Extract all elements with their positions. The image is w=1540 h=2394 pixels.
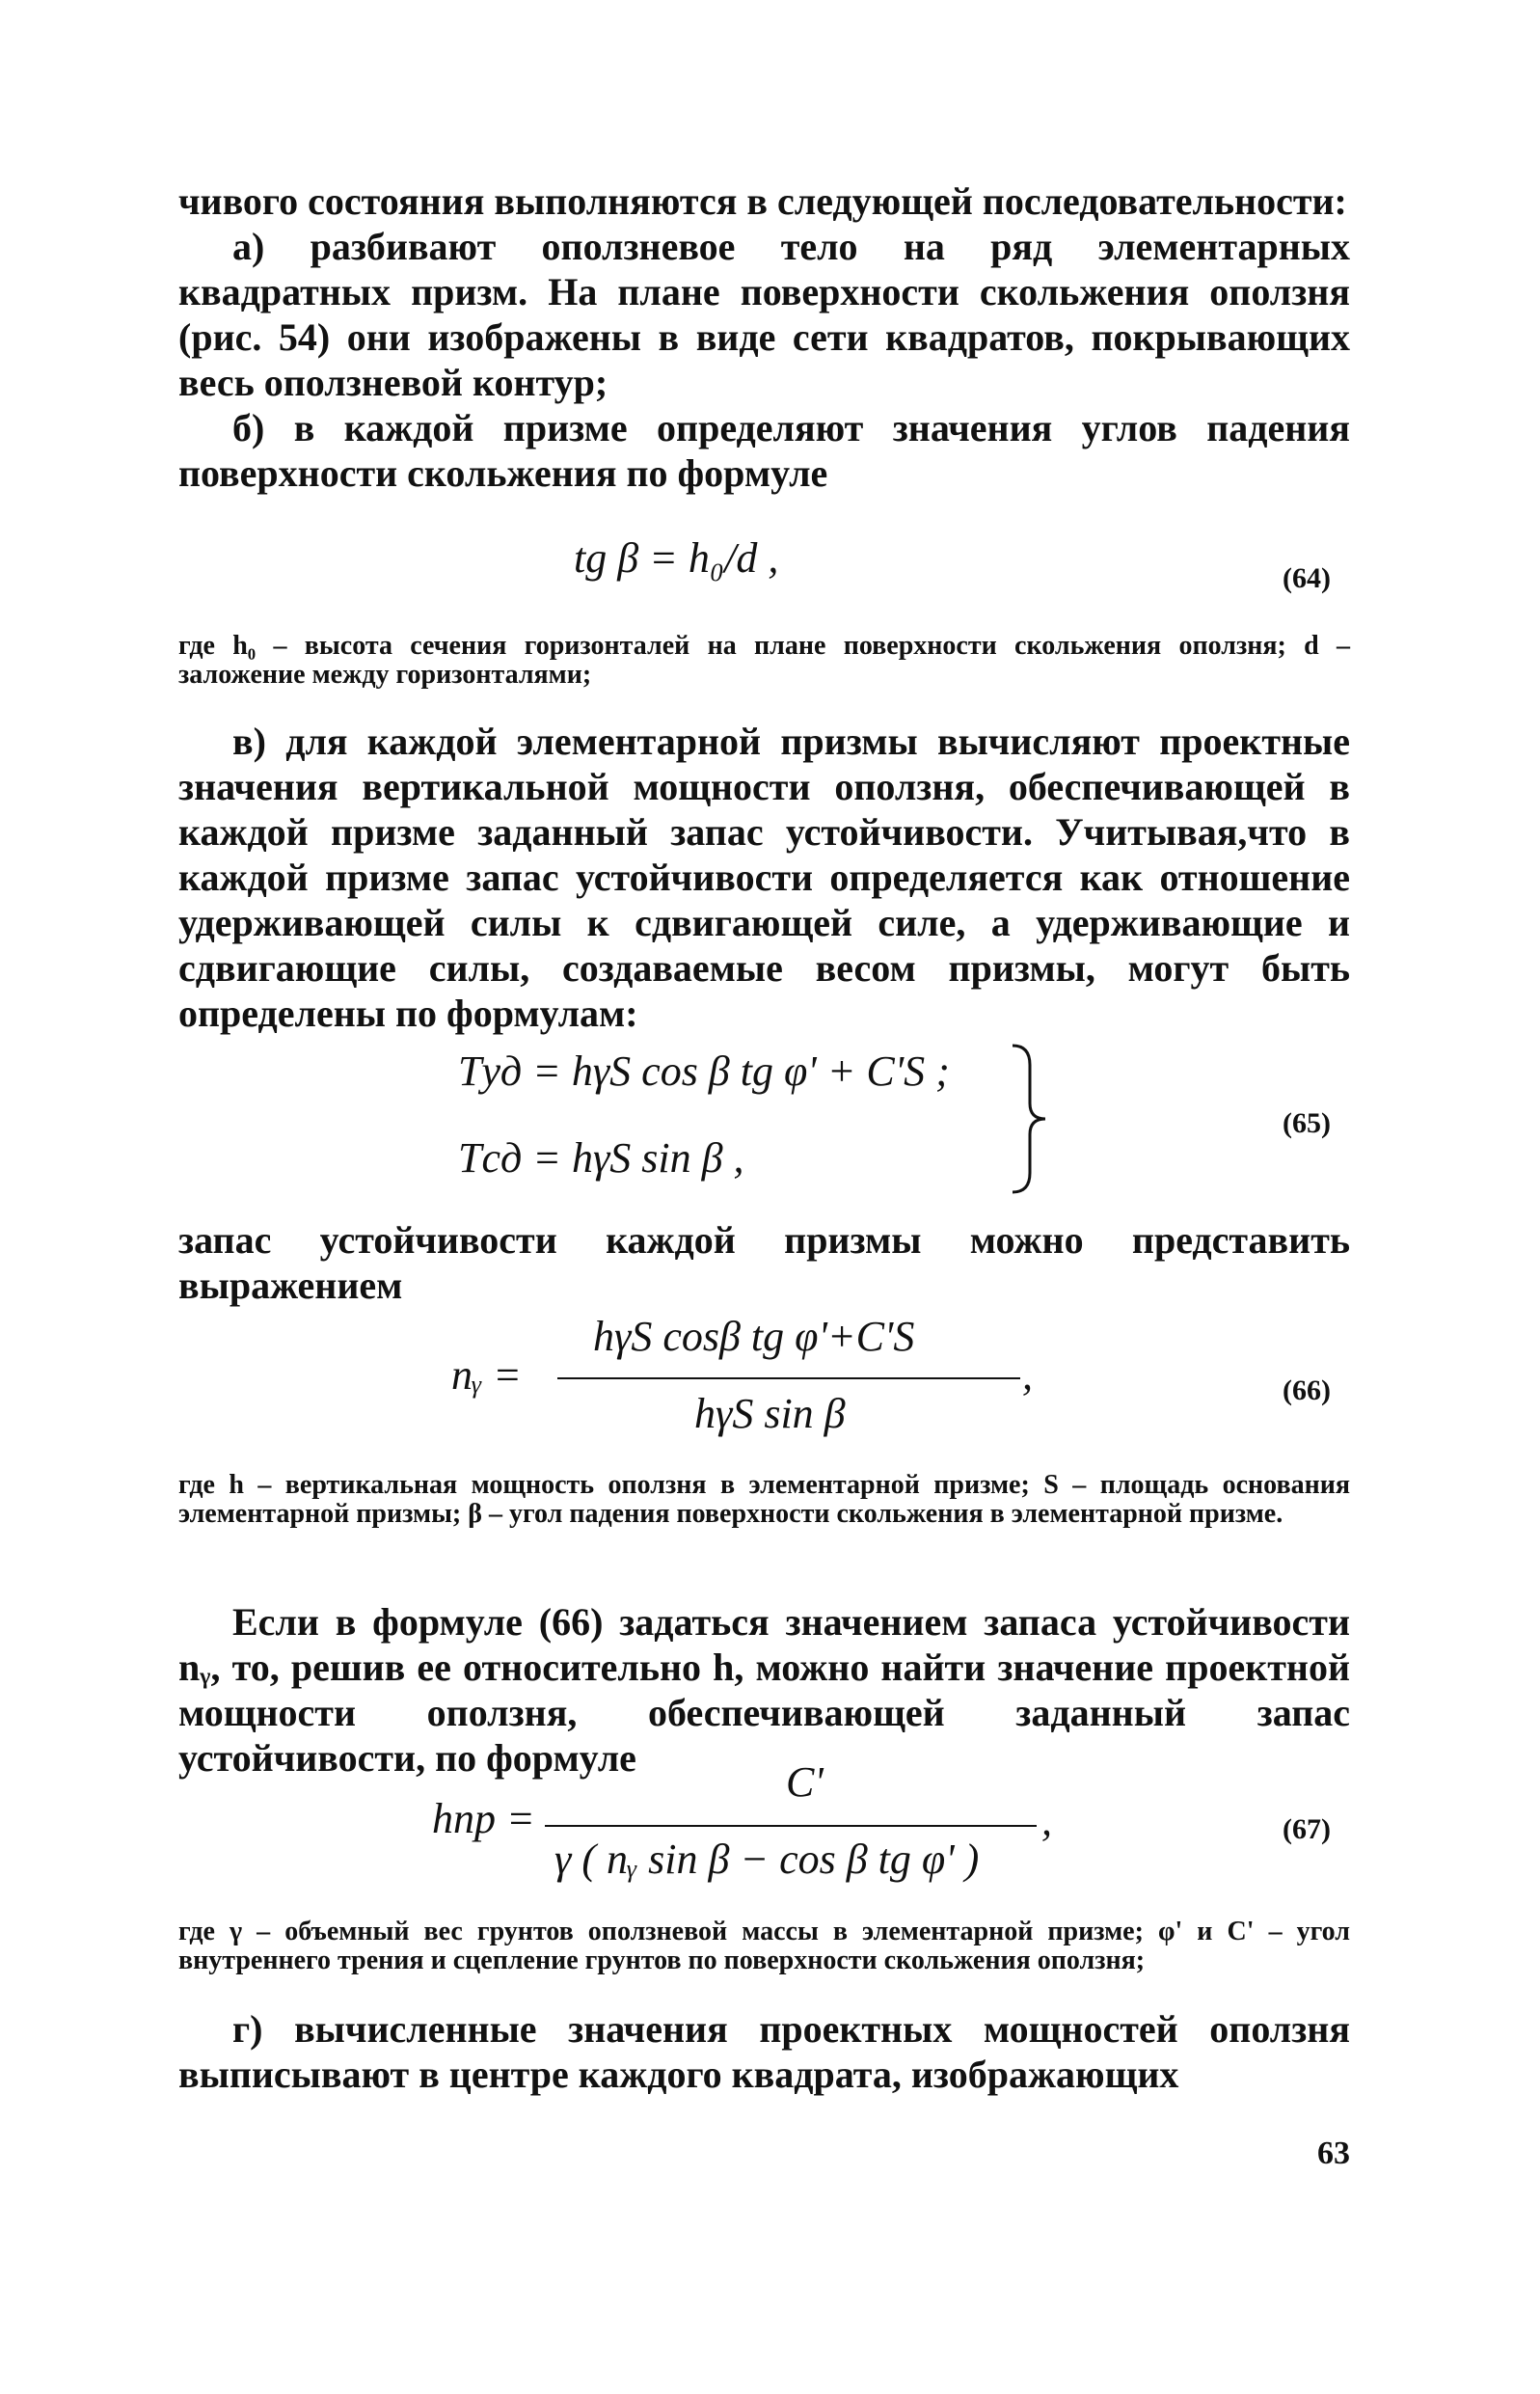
formula-67-denominator: γ ( nᵧ sin β − cos β tg φ' ) — [554, 1836, 980, 1883]
text-formula-66-usage: Если в формуле (66) задаться значением запаса устойчивости nᵧ, то, решив ее относительно h, можно найти значение проектной мощности оползня, обеспечивающей заданный запас устойчивости, по формуле — [178, 1600, 1350, 1780]
note-66: где h – вертикальная мощность оползня в элементарной призме; S – площадь основания элементарной призмы; β – угол падения поверхности скольжения в элементарной призме. — [178, 1470, 1350, 1529]
text-step-d: г) вычисленные значения проектных мощностей оползня выписывают в центре каждого квадрата, изображающих — [178, 2007, 1350, 2096]
paragraph-step-d — [178, 2006, 1350, 2097]
formula-66-comma: , — [1022, 1351, 1033, 1399]
right-brace-65 — [1003, 1042, 1051, 1196]
formula-65-holding: Tуд = hγS cos β tg φ' + C'S ; — [458, 1047, 950, 1095]
equation-number-67: (67) — [1283, 1813, 1331, 1845]
fraction-bar-67 — [545, 1825, 1037, 1827]
text-p1: чивого состояния выполняются в следующей последовательности: — [178, 179, 1347, 223]
note-67: где γ – объемный вес грунтов оползневой массы в элементарной призме; φ' и C' – угол внутреннего трения и сцепление грунтов по поверхности скольжения оползня; — [178, 1917, 1350, 1975]
formula-65-shearing: Tсд = hγS sin β , — [458, 1134, 744, 1182]
text-step-b: б) в каждой призме определяют значения углов падения поверхности скольжения по формуле — [178, 406, 1350, 495]
text-step-a: а) разбивают оползневое тело на ряд элементарных квадратных призм. На плане поверхности скольжения оползня (рис. 54) они изображены в виде сети квадратов, покрывающих весь оползневой контур; — [178, 225, 1350, 404]
fraction-bar-66 — [557, 1377, 1020, 1379]
formula-67-numerator: C' — [786, 1758, 824, 1806]
formula-67-lhs: hпр = — [432, 1795, 535, 1842]
equation-number-65: (65) — [1283, 1107, 1331, 1139]
paragraph-formula-66-usage — [178, 1599, 1350, 1781]
paragraph-stability — [178, 1217, 1350, 1308]
formula-64: tg β = h₀/d , — [574, 534, 779, 582]
formula-67-comma: , — [1041, 1797, 1052, 1844]
text-step-c: в) для каждой элементарной призмы вычисляют проектные значения вертикальной мощности оползня, обеспечивающей в каждой призме заданный запас устойчивости. Учитывая,что в каждой призме запас устойчивости определяется как отношение удерживающей силы к сдвигающей силе, а удерживающие и сдвигающие силы, создаваемые весом призмы, могут быть определены по формулам: — [178, 720, 1350, 1035]
formula-66-numerator: hγS cosβ tg φ'+C'S — [593, 1313, 915, 1360]
formula-66-lhs: nᵧ = — [451, 1351, 522, 1399]
equation-number-66: (66) — [1283, 1374, 1331, 1406]
page-number: 63 — [1317, 2136, 1350, 2171]
paragraph-step-c — [178, 719, 1350, 1036]
text-stability: запас устойчивости каждой призмы можно представить выражением — [178, 1218, 1350, 1307]
paragraph-sequence-intro — [178, 178, 1350, 496]
formula-66-denominator: hγS sin β — [694, 1390, 846, 1437]
note-64: где h₀ – высота сечения горизонталей на плане поверхности скольжения оползня; d – заложение между горизонталями; — [178, 631, 1350, 690]
equation-number-64: (64) — [1283, 562, 1331, 594]
